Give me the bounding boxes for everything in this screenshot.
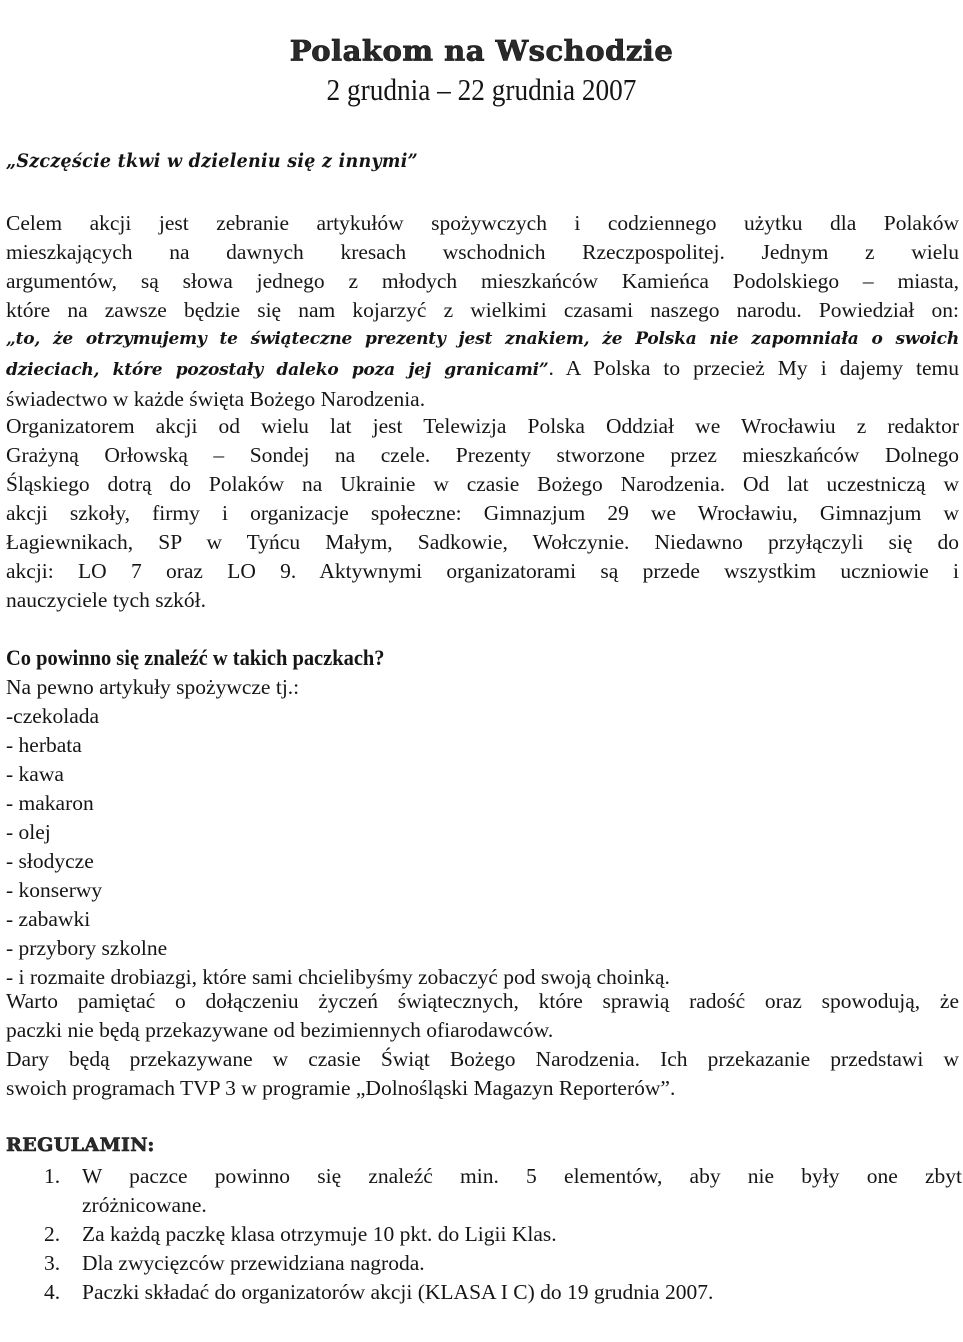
rule-number: 4. <box>44 1280 61 1304</box>
organizers-line: Organizatorem akcji od wielu lat jest Telewizja Polska Oddział we Wrocławiu z redaktor <box>6 414 959 438</box>
contents-heading: Co powinno się znaleźć w takich paczkach? <box>6 645 385 670</box>
contents-list <box>6 673 670 992</box>
list-item: - i rozmaite drobiazgi, które sami chcielibyśmy zobaczyć pod swoją choinką. <box>6 965 670 989</box>
after-quote-text: . A Polska to przecież My i dajemy temu <box>548 356 959 380</box>
organizers-line: Łagiewnikach, SP w Tyńcu Małym, Sadkowie, Wołczynie. Niedawno przyłączyli się do <box>6 530 959 554</box>
list-item: - makaron <box>6 791 94 815</box>
rule-item <box>44 1220 962 1249</box>
rule-text: W paczce powinno się znaleźć min. 5 elementów, aby nie były one zbyt <box>82 1164 962 1188</box>
rule-item <box>44 1162 962 1220</box>
rule-number: 3. <box>44 1251 61 1275</box>
intro-line: które na zawsze będzie się nam kojarzyć z wielkimi czasami naszego narodu. Powiedział on: <box>6 298 959 322</box>
date-range: 2 grudnia – 22 grudnia 2007 <box>326 72 637 107</box>
list-item: -czekolada <box>6 704 100 728</box>
organizers-line: Grażyną Orłowską – Sondej na czele. Prezenty stworzone przez mieszkańców Dolnego <box>6 443 959 467</box>
organizers-line: akcji szkoły, firmy i organizacje społeczne: Gimnazjum 29 we Wrocławiu, Gimnazjum w <box>6 501 959 525</box>
organizers-line: Śląskiego dotrą do Polaków na Ukrainie w czasie Bożego Narodzenia. Od lat uczestniczą w <box>6 472 959 496</box>
list-item: - olej <box>6 820 51 844</box>
list-item: - przybory szkolne <box>6 936 168 960</box>
rule-text: Paczki składać do organizatorów akcji (KLASA I C) do 19 grudnia 2007. <box>82 1280 714 1304</box>
motto: „Szczęście tkwi w dzieleniu się z innymi” <box>6 150 418 172</box>
rules-heading: REGULAMIN: <box>6 1134 155 1156</box>
quote-line: „to, że otrzymujemy te świąteczne prezenty jest znakiem, że Polska nie zapomniała o swoich <box>6 329 959 349</box>
notes-paragraph <box>6 987 959 1103</box>
notes-line: paczki nie będą przekazywane od bezimiennych ofiarodawców. <box>6 1018 554 1042</box>
organizers-line: nauczyciele tych szkół. <box>6 588 206 612</box>
organizers-paragraph <box>6 412 959 615</box>
notes-line: swoich programach TVP 3 w programie „Dolnośląski Magazyn Reporterów”. <box>6 1076 676 1100</box>
intro-line: Celem akcji jest zebranie artykułów spożywczych i codziennego użytku dla Polaków <box>6 211 959 235</box>
list-item: - zabawki <box>6 907 91 931</box>
list-item: - kawa <box>6 762 64 786</box>
organizers-line: akcji: LO 7 oraz LO 9. Aktywnymi organizatorami są przede wszystkim uczniowie i <box>6 559 959 583</box>
list-item: - herbata <box>6 733 82 757</box>
rule-text-continued: zróżnicowane. <box>82 1193 207 1217</box>
rule-text: Za każdą paczkę klasa otrzymuje 10 pkt. do Ligii Klas. <box>82 1222 557 1246</box>
notes-line: Dary będą przekazywane w czasie Świąt Bożego Narodzenia. Ich przekazanie przedstawi w <box>6 1047 959 1071</box>
document-title: Polakom na Wschodzie <box>289 34 674 68</box>
intro-paragraph <box>6 209 959 414</box>
rule-number: 1. <box>44 1164 61 1188</box>
quote-continuation-line <box>6 354 959 385</box>
rule-number: 2. <box>44 1222 61 1246</box>
quote-end: dzieciach, które pozostały daleko poza jej granicami” <box>6 360 549 380</box>
notes-line: Warto pamiętać o dołączeniu życzeń świątecznych, które sprawią radość oraz spowodują, że <box>6 989 959 1013</box>
list-item: - słodycze <box>6 849 94 873</box>
intro-line: argumentów, są słowa jednego z młodych mieszkańców Kamieńca Podolskiego – miasta, <box>6 269 959 293</box>
contents-intro: Na pewno artykuły spożywcze tj.: <box>6 675 300 699</box>
rule-text: Dla zwycięzców przewidziana nagroda. <box>82 1251 425 1275</box>
rule-item <box>44 1249 962 1278</box>
intro-last-line: świadectwo w każde święta Bożego Narodzenia. <box>6 387 426 411</box>
intro-line: mieszkających na dawnych kresach wschodnich Rzeczpospolitej. Jednym z wielu <box>6 240 959 264</box>
rules-list <box>44 1162 962 1307</box>
list-item: - konserwy <box>6 878 103 902</box>
rule-item <box>44 1278 962 1307</box>
